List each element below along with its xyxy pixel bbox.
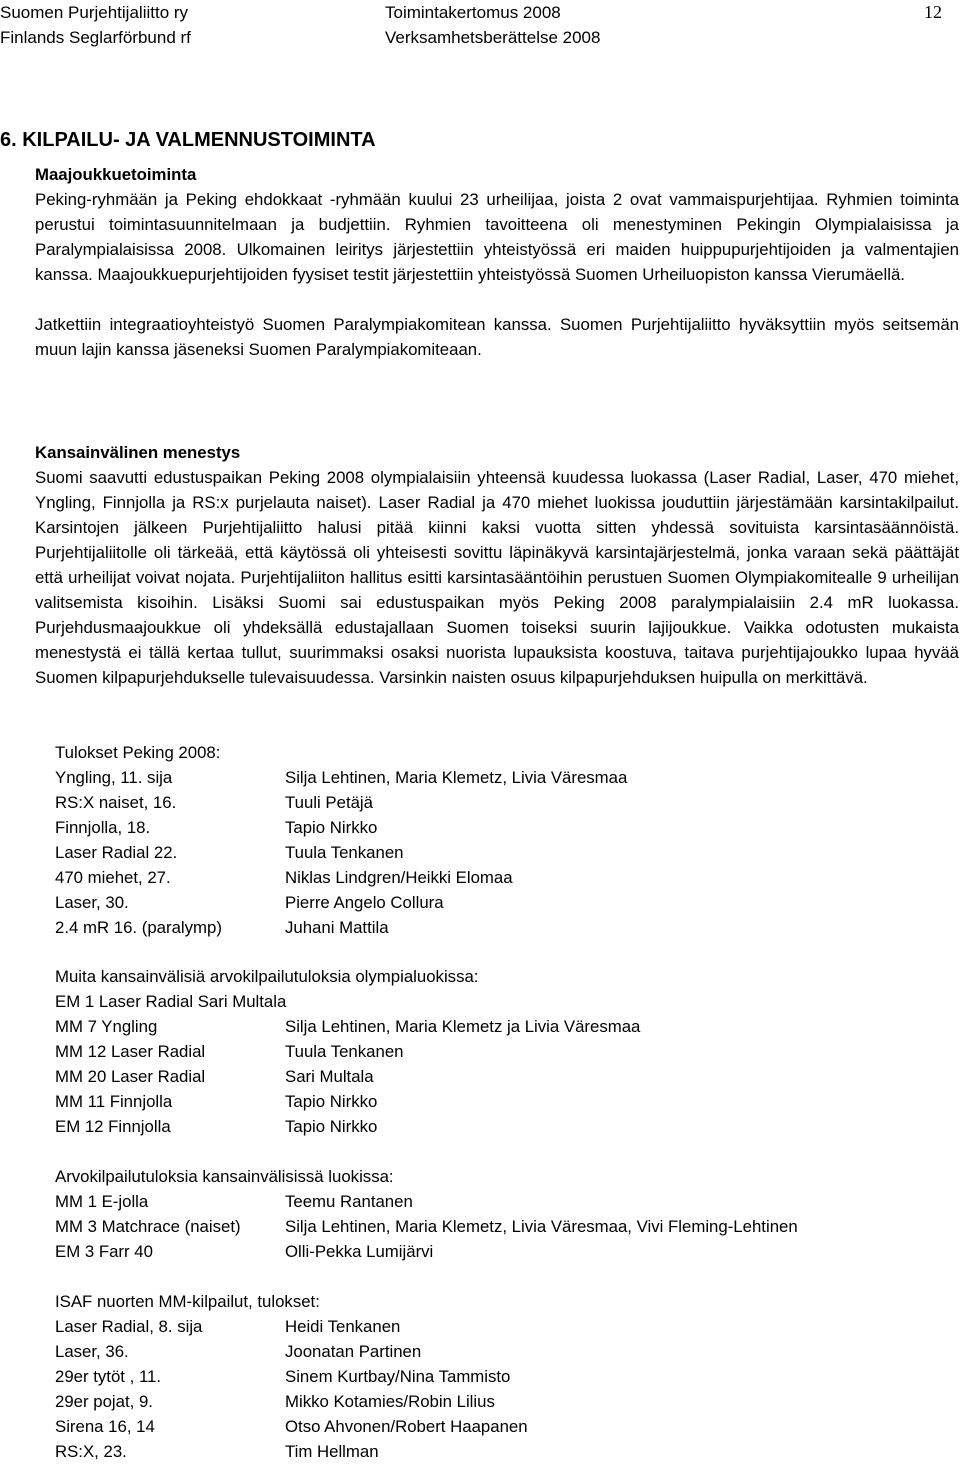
header-org — [0, 0, 191, 50]
result-class: MM 11 Finnjolla — [55, 1092, 173, 1111]
maajoukkue-paragraph-2: Jatkettiin integraatioyhteistyö Suomen Paralympiakomitean kanssa. Suomen Purjehtijaliitto hyväksyttiin myös seitsemän muun lajin kanssa jäseneksi Suomen Paralympiakomiteaan. — [35, 315, 959, 359]
result-class: Yngling, 11. sija — [55, 768, 173, 787]
international-class-results-title: Arvokilpailutuloksia kansainvälisissä luokissa: — [55, 1167, 394, 1186]
report-title-fi: Toimintakertomus 2008 — [385, 3, 561, 22]
result-row — [55, 1339, 422, 1364]
result-names: Tuuli Petäjä — [285, 793, 373, 812]
page-number: 12 — [924, 2, 942, 22]
result-class: RS:X naiset, 16. — [55, 793, 177, 812]
kansainvalinen-section — [35, 440, 959, 690]
result-class: EM 12 Finnjolla — [55, 1117, 171, 1136]
kansainvalinen-heading: Kansainvälinen menestys — [35, 443, 241, 462]
result-class: Laser Radial 22. — [55, 843, 178, 862]
result-names: Silja Lehtinen, Maria Klemetz, Livia Väresmaa, Vivi Fleming-Lehtinen — [285, 1217, 798, 1236]
peking-results-title: Tulokset Peking 2008: — [55, 743, 221, 762]
result-class: RS:X, 23. — [55, 1442, 127, 1461]
result-names: Otso Ahvonen/Robert Haapanen — [285, 1417, 528, 1436]
result-row — [55, 1364, 511, 1389]
result-names: Niklas Lindgren/Heikki Elomaa — [285, 868, 513, 887]
result-class: MM 3 Matchrace (naiset) — [55, 1217, 241, 1236]
result-class: Laser, 36. — [55, 1342, 129, 1361]
result-class: Laser Radial, 8. sija — [55, 1317, 203, 1336]
result-row — [55, 1414, 528, 1439]
maajoukkue-section — [35, 162, 959, 362]
result-class: Laser, 30. — [55, 893, 129, 912]
result-row — [55, 890, 444, 915]
result-class: MM 12 Laser Radial — [55, 1042, 206, 1061]
result-class: Sirena 16, 14 — [55, 1417, 155, 1436]
result-row — [55, 1114, 478, 1139]
isaf-youth-results — [55, 1289, 528, 1464]
result-names: Tapio Nirkko — [285, 1117, 378, 1136]
result-row — [55, 1239, 434, 1264]
result-class: MM 20 Laser Radial — [55, 1067, 206, 1086]
result-row — [55, 815, 378, 840]
result-class: 29er tytöt , 11. — [55, 1367, 162, 1386]
org-name-fi: Suomen Purjehtijaliitto ry — [0, 3, 189, 22]
section-title: 6. KILPAILU- JA VALMENNUSTOIMINTA — [0, 129, 376, 151]
result-row — [55, 1064, 478, 1089]
result-row — [55, 1389, 495, 1414]
maajoukkue-paragraph-1: Peking-ryhmään ja Peking ehdokkaat -ryhmään kuului 23 urheilijaa, joista 2 ovat vammaispurjehtijaa. Ryhmien toiminta perustui toimintasuunnitelmaan ja budjettiin. Ryhmien tavoitteena oli menestyminen Pekingin Olympialaisissa ja Paralympialaisissa 2008. Ulkomainen leiritys järjestettiin yhteistyössä eri maiden huippupurjehtijoiden ja valmentajien kanssa. Maajoukkuepurjehtijoiden fyysiset testit järjestettiin yhteistyössä Suomen Urheiluopiston kanssa Vierumäellä. — [35, 190, 959, 284]
result-names: Pierre Angelo Collura — [285, 893, 444, 912]
result-row — [55, 865, 513, 890]
result-names: Silja Lehtinen, Maria Klemetz ja Livia Väresmaa — [285, 1017, 641, 1036]
result-class: Finnjolla, 18. — [55, 818, 151, 837]
other-olympic-results — [55, 964, 641, 1139]
result-names: Olli-Pekka Lumijärvi — [285, 1242, 434, 1261]
result-class: 470 miehet, 27. — [55, 868, 171, 887]
result-names: Tuula Tenkanen — [285, 843, 404, 862]
international-class-results — [55, 1164, 798, 1264]
result-class: MM 7 Yngling — [55, 1017, 158, 1036]
result-names: Tuula Tenkanen — [285, 1042, 404, 1061]
result-names: Joonatan Partinen — [285, 1342, 422, 1361]
result-names: Teemu Rantanen — [285, 1192, 413, 1211]
result-names: Silja Lehtinen, Maria Klemetz, Livia Väresmaa — [285, 768, 628, 787]
result-names: Sari Multala — [285, 1067, 374, 1086]
isaf-youth-results-title: ISAF nuorten MM-kilpailut, tulokset: — [55, 1292, 320, 1311]
result-row — [55, 1214, 798, 1239]
kansainvalinen-paragraph: Suomi saavutti edustuspaikan Peking 2008 olympialaisiin yhteensä kuudessa luokassa (Laser Radial, Laser, 470 miehet, Yngling, Finnjolla ja RS:x purjelauta naiset). Laser Radial ja 470 miehet luokissa jouduttiin järjestämään karsintakilpailut. Karsintojen jälkeen Purjehtijaliitto halusi pitää kiinni kaksi vuotta sitten yhdessä sovituista karsintasäännöistä. Purjehtijaliitolle oli tärkeää, että käytössä oli yhteisesti sovittu läpinäkyvä karsintajärjestelmä, jonka varaan sekä päättäjät että urheilijat voivat nojata. Purjehtijaliiton hallitus esitti karsintasääntöihin perustuen Suomen Olympiakomitealle 9 urheilijan valitsemista kisoihin. Lisäksi Suomi sai edustuspaikan myös Peking 2008 paralympialaisiin 2.4 mR luokassa. Purjehdusmaajoukkue oli yhdeksällä edustajallaan Suomen toiseksi suurin lajijoukkue. Vaikka odotusten mukaista menestystä ei tällä kertaa tullut, suurimmaksi osaksi nuorista lupauksista koostuva, taitava purjehtijajoukko lupaa hyvää Suomen kilpapurjehdukselle tulevaisuudessa. Varsinkin naisten osuus kilpapurjehduksen huipulla on merkittävä. — [35, 468, 959, 687]
result-names: Heidi Tenkanen — [285, 1317, 401, 1336]
result-names: Juhani Mattila — [285, 918, 389, 937]
result-names: Tapio Nirkko — [285, 818, 378, 837]
result-row — [55, 1014, 641, 1039]
result-row — [55, 790, 373, 815]
result-class: EM 3 Farr 40 — [55, 1242, 153, 1261]
header-report — [385, 0, 600, 50]
result-row — [55, 915, 389, 940]
result-row-single: EM 1 Laser Radial Sari Multala — [55, 992, 287, 1011]
result-row — [55, 1039, 478, 1064]
result-row — [55, 840, 404, 865]
result-names: Tim Hellman — [285, 1442, 379, 1461]
result-names: Tapio Nirkko — [285, 1092, 378, 1111]
result-class: 29er pojat, 9. — [55, 1392, 153, 1411]
maajoukkue-heading: Maajoukkuetoiminta — [35, 165, 197, 184]
result-row — [55, 1089, 478, 1114]
result-row — [55, 1189, 413, 1214]
result-row — [55, 1439, 379, 1464]
report-title-sv: Verksamhetsberättelse 2008 — [385, 28, 601, 47]
result-class: MM 1 E-jolla — [55, 1192, 149, 1211]
other-olympic-results-title: Muita kansainvälisiä arvokilpailutuloksia olympialuokissa: — [55, 967, 479, 986]
result-row — [55, 1314, 401, 1339]
org-name-sv: Finlands Seglarförbund rf — [0, 28, 191, 47]
peking-results — [55, 740, 628, 940]
result-names: Sinem Kurtbay/Nina Tammisto — [285, 1367, 511, 1386]
result-row — [55, 765, 628, 790]
result-class: 2.4 mR 16. (paralymp) — [55, 918, 222, 937]
result-names: Mikko Kotamies/Robin Lilius — [285, 1392, 495, 1411]
